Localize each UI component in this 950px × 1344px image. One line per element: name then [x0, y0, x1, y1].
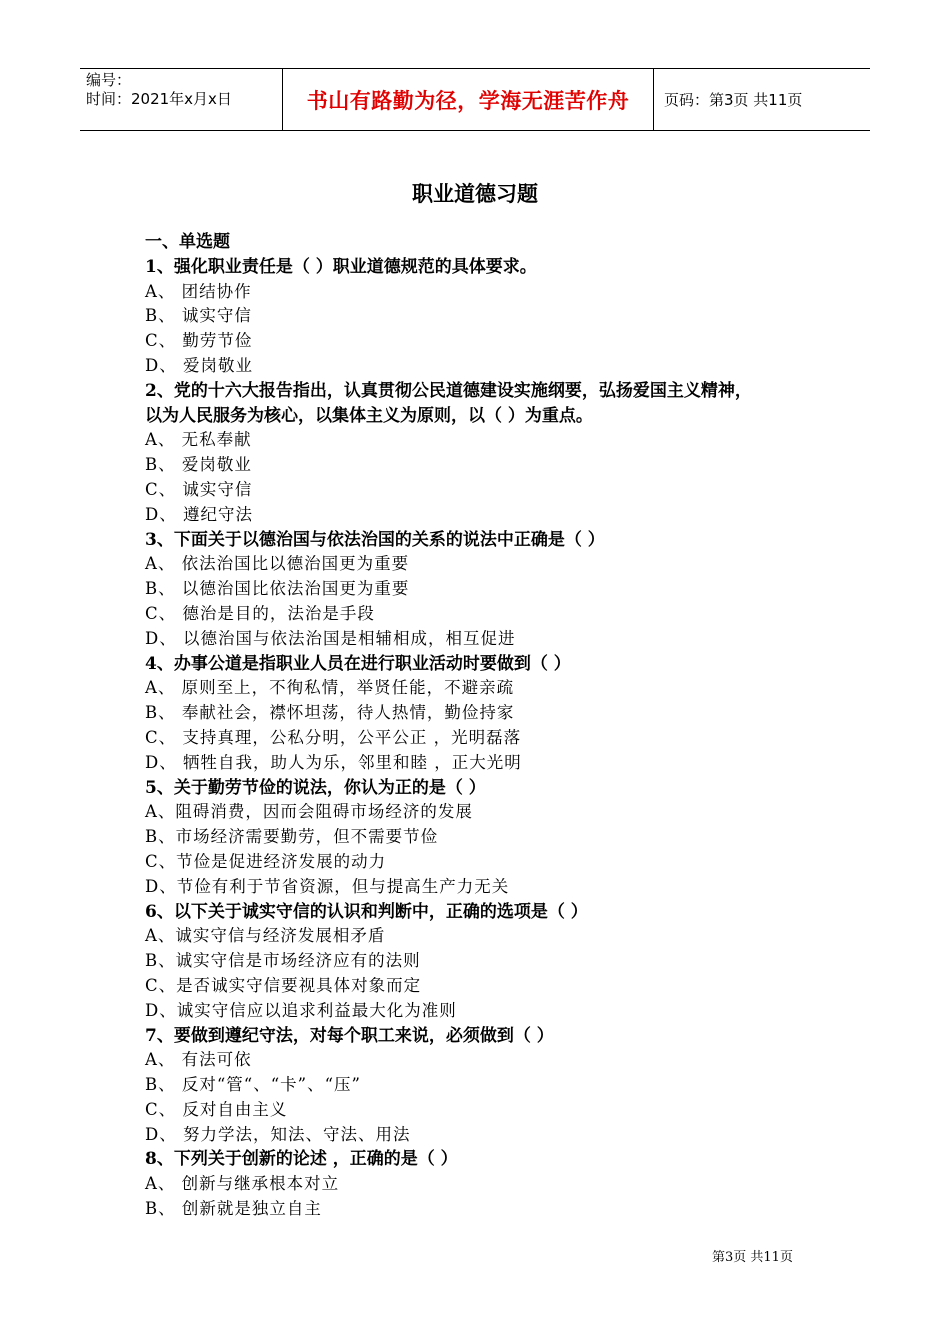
question-text: 3、下面关于以德治国与依法治国的关系的说法中正确是（ ）	[145, 529, 605, 550]
question-text: 7、要做到遵纪守法，对每个职工来说，必须做到（ ）	[145, 1025, 554, 1046]
answer-option: D、 努力学法，知法、守法、用法	[145, 1124, 411, 1144]
document-time-label: 时间：2021年x月x日	[86, 90, 232, 108]
answer-option: C、 支持真理，公私分明，公平公正 ，光明磊落	[145, 727, 522, 747]
question-block	[145, 652, 825, 776]
answer-option: B、 反对“管“、“卡”、“压”	[145, 1075, 361, 1095]
question-text: 6、以下关于诚实守信的认识和判断中，正确的选项是（ ）	[145, 901, 588, 922]
question-text: 5、关于勤劳节俭的说法，你认为正的是（ ）	[145, 777, 486, 798]
question-block	[145, 1147, 825, 1221]
answer-option: A、 创新与继承根本对立	[145, 1174, 340, 1194]
page-header	[80, 68, 870, 131]
answer-option: B、 奉献社会，襟怀坦荡，待人热情，勤俭持家	[145, 703, 515, 723]
answer-option: D、 爱岗敬业	[145, 355, 253, 375]
answer-option: B、 诚实守信	[145, 306, 252, 326]
question-text: 4、办事公道是指职业人员在进行职业活动时要做到（ ）	[145, 653, 571, 674]
answer-option: A、诚实守信与经济发展相矛盾	[145, 926, 386, 946]
header-motto: 书山有路勤为径，学海无涯苦作舟	[282, 69, 654, 130]
question-block	[145, 900, 825, 1024]
answer-option: B、 以德治国比依法治国更为重要	[145, 579, 410, 599]
question-text: 2、党的十六大报告指出，认真贯彻公民道德建设实施纲要，弘扬爱国主义精神，	[145, 380, 752, 401]
question-block	[145, 528, 825, 652]
answer-option: C、是否诚实守信要视具体对象而定	[145, 975, 422, 995]
document-number-label: 编号：	[86, 71, 132, 89]
question-block	[145, 379, 825, 528]
answer-option: B、 创新就是独立自主	[145, 1199, 322, 1219]
answer-option: D、 以德治国与依法治国是相辅相成，相互促进	[145, 628, 516, 648]
answer-option: A、 有法可依	[145, 1050, 252, 1070]
answer-option: D、诚实守信应以追求利益最大化为准则	[145, 1000, 457, 1020]
header-meta	[80, 69, 282, 130]
answer-option: A、 团结协作	[145, 281, 252, 301]
answer-option: A、 无私奉献	[145, 430, 252, 450]
answer-option: D、节俭有利于节省资源，但与提高生产力无关	[145, 876, 510, 896]
answer-option: B、诚实守信是市场经济应有的法则	[145, 951, 421, 971]
answer-option: C、 勤劳节俭	[145, 331, 253, 351]
question-text: 以为人民服务为核心，以集体主义为原则，以（ ）为重点。	[145, 405, 593, 426]
answer-option: C、 诚实守信	[145, 479, 253, 499]
answer-option: B、市场经济需要勤劳，但不需要节俭	[145, 827, 439, 847]
answer-option: A、 原则至上，不徇私情，举贤任能，不避亲疏	[145, 678, 515, 698]
question-block	[145, 776, 825, 900]
answer-option: A、 依法治国比以德治国更为重要	[145, 554, 410, 574]
answer-option: C、 德治是目的，法治是手段	[145, 603, 375, 623]
section-heading: 一、单选题	[145, 232, 230, 252]
answer-option: B、 爱岗敬业	[145, 455, 252, 475]
header-page-info: 页码：第3页 共11页	[664, 91, 803, 109]
answer-option: C、节俭是促进经济发展的动力	[145, 851, 387, 871]
question-text: 1、强化职业责任是（ ）职业道德规范的具体要求。	[145, 256, 537, 277]
question-text: 8、下列关于创新的论述 ，正确的是（ ）	[145, 1149, 458, 1170]
answer-option: A、阻碍消费，因而会阻碍市场经济的发展	[145, 802, 473, 822]
answer-option: D、 牺牲自我，助人为乐，邻里和睦 ，正大光明	[145, 752, 522, 772]
question-list	[145, 230, 825, 1222]
document-title: 职业道德习题	[412, 181, 538, 206]
answer-option: C、 反对自由主义	[145, 1099, 288, 1119]
question-block	[145, 1024, 825, 1148]
answer-option: D、 遵纪守法	[145, 504, 253, 524]
page-footer: 第3页 共11页	[712, 1250, 793, 1265]
question-block	[145, 255, 825, 379]
